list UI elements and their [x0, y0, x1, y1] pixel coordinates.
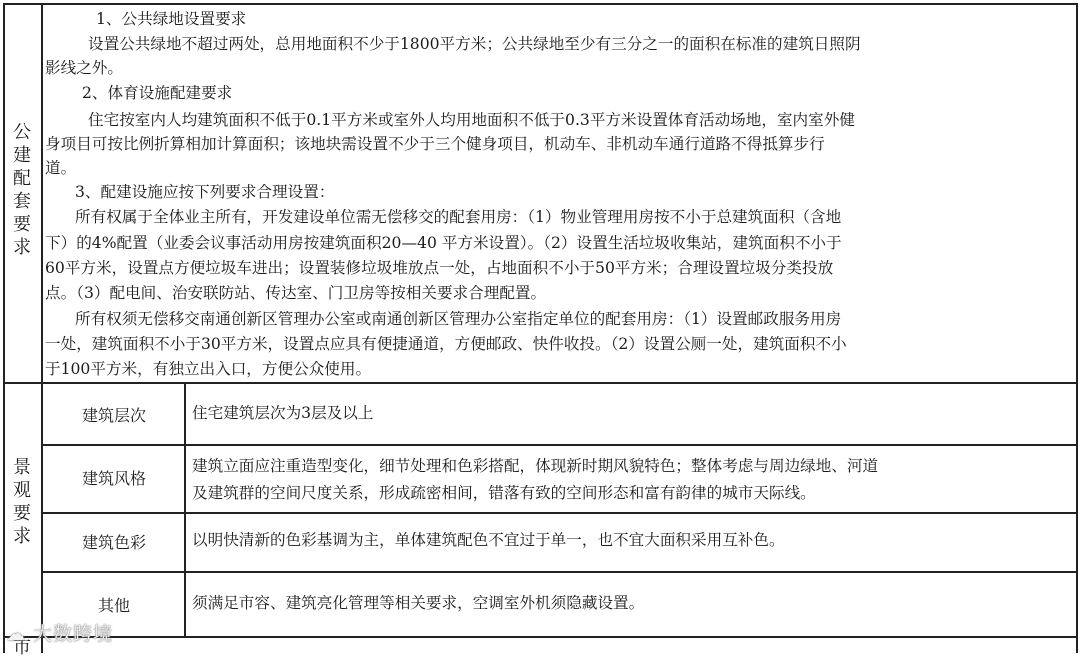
- row-divider: [42, 512, 1077, 514]
- paragraph-line: 于100平方米，有独立出入口，方便公众使用。: [45, 360, 372, 378]
- table-top-border: [3, 3, 1077, 5]
- section-label-landscape: 景 观 要 求: [13, 457, 31, 547]
- section-divider: [3, 382, 1077, 384]
- heading-sports-facilities: 2、体育设施配建要求: [82, 84, 233, 102]
- row-divider: [42, 571, 1077, 573]
- table-right-border: [1076, 3, 1078, 653]
- row-label-building-levels: 建筑层次: [81, 406, 146, 425]
- row-label-building-color: 建筑色彩: [81, 533, 146, 552]
- table-left-border: [3, 3, 5, 653]
- watermark-text: 大数跨境: [33, 623, 114, 645]
- paragraph-line: 住宅按室内人均建筑面积不低于0.1平方米或室外人均用地面积不低于0.3平方米设置体育活动场地，室内室外健: [88, 111, 855, 129]
- label-column-divider: [41, 3, 43, 653]
- paragraph-line: 所有权属于全体业主所有，开发建设单位需无偿移交的配套用房：（1）物业管理用房按不小于总建筑面积（含地: [75, 208, 842, 226]
- row-value-building-style: 及建筑群的空间尺度关系，形成疏密相间，错落有致的空间形态和富有韵律的城市天际线。: [192, 484, 816, 502]
- paragraph-line: 60平方米，设置点方便垃圾车进出；设置装修垃圾堆放点一处，占地面积不小于50平方米；合理设置垃圾分类投放: [45, 259, 834, 277]
- row-value-building-levels: 住宅建筑层次为3层及以上: [192, 404, 374, 422]
- row-value-building-color: 以明快清新的色彩基调为主，单体建筑配色不宜过于单一，也不宜大面积采用互补色。: [192, 531, 785, 549]
- paragraph-line: 点。（3）配电间、治安联防站、传达室、门卫房等按相关要求合理配置。: [45, 284, 547, 302]
- row-label-building-style: 建筑风格: [81, 469, 146, 488]
- section-label-public-facilities: 公 建 配 套 要 求: [13, 122, 31, 258]
- paragraph-line: 设置公共绿地不超过两处，总用地面积不少于1800平方米；公共绿地至少有三分之一的面积在标准的建筑日照阴: [88, 35, 861, 53]
- watermark-logo-icon: ☁: [6, 623, 26, 645]
- item-column-divider: [184, 382, 186, 636]
- paragraph-line: 道。: [45, 159, 77, 177]
- watermark: [6, 619, 113, 646]
- paragraph-line: 一处，建筑面积不小于30平方米，设置点应具有便捷通道，方便邮政、快件收投。（2）设置公厕一处，建筑面积不小: [45, 335, 847, 353]
- paragraph-line: 所有权须无偿移交南通创新区管理办公室或南通创新区管理办公室指定单位的配套用房：（1）设置邮政服务用房: [75, 310, 842, 328]
- paragraph-line: 下）的4%配置（业委会议事活动用房按建筑面积20—40 平方米设置）。（2）设置生活垃圾收集站，建筑面积不小于: [45, 234, 842, 252]
- row-value-other: 须满足市容、建筑亮化管理等相关要求，空调室外机须隐藏设置。: [192, 594, 645, 612]
- paragraph-line: 身项目可按比例折算相加计算面积；该地块需设置不少于三个健身项目，机动车、非机动车通行道路不得抵算步行: [45, 135, 825, 153]
- paragraph-line: 影线之外。: [45, 59, 123, 77]
- row-divider: [42, 444, 1077, 446]
- row-label-other: 其他: [97, 596, 130, 615]
- row-value-building-style: 建筑立面应注重造型变化，细节处理和色彩搭配，体现新时期风貌特色；整体考虑与周边绿地、河道: [192, 457, 879, 475]
- heading-supporting-facilities: 3、配建设施应按下列要求合理设置：: [75, 183, 335, 201]
- heading-green-space: 1、公共绿地设置要求: [96, 10, 247, 28]
- row-divider: [3, 636, 1077, 638]
- section-label-next: 市: [13, 637, 31, 658]
